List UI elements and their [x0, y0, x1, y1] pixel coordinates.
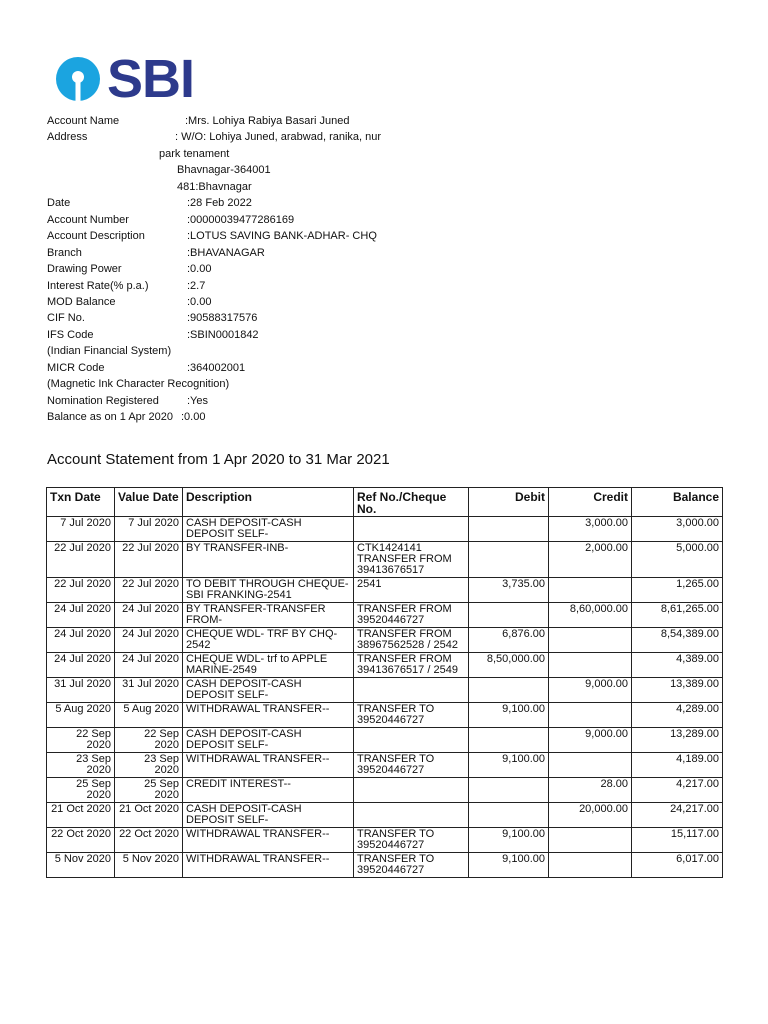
cell-balance: 13,389.00 [632, 678, 723, 703]
cell-debit: 6,876.00 [469, 628, 549, 653]
cell-ref-no: CTK1424141 TRANSFER FROM 39413676517 [354, 542, 469, 578]
cell-debit: 3,735.00 [469, 578, 549, 603]
cell-balance: 15,117.00 [632, 828, 723, 853]
table-row [47, 703, 723, 728]
detail-label: MOD Balance [47, 295, 116, 308]
cell-balance: 4,289.00 [632, 703, 723, 728]
cell-debit [469, 728, 549, 753]
cell-value-date: 24 Jul 2020 [115, 653, 183, 678]
cell-txn-date: 24 Jul 2020 [47, 653, 115, 678]
detail-value: :364002001 [187, 361, 246, 374]
cell-balance: 13,289.00 [632, 728, 723, 753]
col-header-debit: Debit [469, 488, 549, 517]
cell-txn-date: 5 Aug 2020 [47, 703, 115, 728]
cell-description: WITHDRAWAL TRANSFER-- [183, 753, 354, 778]
cell-balance: 3,000.00 [632, 517, 723, 542]
table-row [47, 778, 723, 803]
detail-label: (Magnetic Ink Character Recognition) [47, 378, 230, 391]
cell-debit: 9,100.00 [469, 753, 549, 778]
cell-credit [549, 753, 632, 778]
cell-description: CASH DEPOSIT-CASH DEPOSIT SELF- [183, 517, 354, 542]
cell-value-date: 5 Aug 2020 [115, 703, 183, 728]
cell-txn-date: 24 Jul 2020 [47, 628, 115, 653]
table-row [47, 853, 723, 878]
detail-value: :LOTUS SAVING BANK-ADHAR- CHQ [187, 230, 377, 243]
cell-ref-no: TRANSFER TO 39520446727 [354, 753, 469, 778]
cell-value-date: 24 Jul 2020 [115, 628, 183, 653]
cell-value-date: 7 Jul 2020 [115, 517, 183, 542]
cell-description: CASH DEPOSIT-CASH DEPOSIT SELF- [183, 803, 354, 828]
cell-value-date: 5 Nov 2020 [115, 853, 183, 878]
cell-txn-date: 22 Jul 2020 [47, 542, 115, 578]
cell-ref-no [354, 678, 469, 703]
detail-value: :BHAVANAGAR [187, 246, 265, 259]
table-row [47, 628, 723, 653]
detail-label: MICR Code [47, 361, 105, 374]
cell-debit: 8,50,000.00 [469, 653, 549, 678]
cell-credit: 3,000.00 [549, 517, 632, 542]
cell-ref-no [354, 728, 469, 753]
table-row [47, 578, 723, 603]
table-header-row [47, 488, 723, 517]
cell-balance: 4,189.00 [632, 753, 723, 778]
cell-ref-no: TRANSFER TO 39520446727 [354, 828, 469, 853]
cell-value-date: 22 Jul 2020 [115, 542, 183, 578]
cell-ref-no: TRANSFER FROM 39413676517 / 2549 [354, 653, 469, 678]
cell-credit [549, 828, 632, 853]
statement-title: Account Statement from 1 Apr 2020 to 31 Mar 2021 [47, 451, 390, 468]
detail-value: :28 Feb 2022 [187, 197, 252, 210]
cell-txn-date: 5 Nov 2020 [47, 853, 115, 878]
detail-label: Address [47, 131, 88, 144]
detail-value: :Mrs. Lohiya Rabiya Basari Juned [185, 115, 350, 127]
detail-value: :0.00 [181, 411, 206, 424]
cell-credit: 9,000.00 [549, 728, 632, 753]
cell-ref-no: TRANSFER TO 39520446727 [354, 703, 469, 728]
cell-balance: 6,017.00 [632, 853, 723, 878]
cell-credit: 28.00 [549, 778, 632, 803]
cell-txn-date: 22 Sep 2020 [47, 728, 115, 753]
cell-txn-date: 22 Oct 2020 [47, 828, 115, 853]
cell-ref-no: TRANSFER FROM 38967562528 / 2542 [354, 628, 469, 653]
cell-debit: 9,100.00 [469, 853, 549, 878]
cell-description: CHEQUE WDL- trf to APPLE MARINE-2549 [183, 653, 354, 678]
cell-balance: 4,389.00 [632, 653, 723, 678]
cell-description: BY TRANSFER-TRANSFER FROM- [183, 603, 354, 628]
cell-description: TO DEBIT THROUGH CHEQUE-SBI FRANKING-2541 [183, 578, 354, 603]
detail-label: Account Description [47, 230, 145, 243]
detail-label: (Indian Financial System) [47, 345, 172, 358]
table-row [47, 753, 723, 778]
detail-label: Date [47, 197, 71, 210]
transactions-table [46, 487, 723, 878]
detail-value: : W/O: Lohiya Juned, arabwad, ranika, nur [175, 131, 382, 144]
cell-description: CASH DEPOSIT-CASH DEPOSIT SELF- [183, 728, 354, 753]
cell-value-date: 21 Oct 2020 [115, 803, 183, 828]
detail-value: park tenament [159, 147, 230, 160]
cell-ref-no: TRANSFER TO 39520446727 [354, 853, 469, 878]
detail-value: :0.00 [187, 295, 212, 308]
col-header-balance: Balance [632, 488, 723, 517]
table-row [47, 542, 723, 578]
table-row [47, 728, 723, 753]
cell-balance: 24,217.00 [632, 803, 723, 828]
cell-balance: 1,265.00 [632, 578, 723, 603]
col-header-description: Description [183, 488, 354, 517]
sbi-logo [55, 49, 195, 109]
cell-ref-no [354, 517, 469, 542]
cell-txn-date: 25 Sep 2020 [47, 778, 115, 803]
detail-value: :90588317576 [187, 312, 258, 325]
table-row [47, 803, 723, 828]
cell-value-date: 25 Sep 2020 [115, 778, 183, 803]
cell-balance: 8,54,389.00 [632, 628, 723, 653]
cell-value-date: 31 Jul 2020 [115, 678, 183, 703]
cell-value-date: 24 Jul 2020 [115, 603, 183, 628]
cell-description: CREDIT INTEREST-- [183, 778, 354, 803]
cell-debit [469, 778, 549, 803]
cell-txn-date: 7 Jul 2020 [47, 517, 115, 542]
cell-credit [549, 578, 632, 603]
col-header-ref-no: Ref No./Cheque No. [354, 488, 469, 517]
detail-label: Balance as on 1 Apr 2020 [47, 411, 173, 424]
cell-ref-no [354, 803, 469, 828]
col-header-value-date: Value Date [115, 488, 183, 517]
detail-label: Account Name [47, 115, 120, 127]
cell-txn-date: 22 Jul 2020 [47, 578, 115, 603]
cell-credit: 20,000.00 [549, 803, 632, 828]
cell-credit [549, 853, 632, 878]
table-row [47, 678, 723, 703]
cell-ref-no: TRANSFER FROM 39520446727 [354, 603, 469, 628]
cell-debit [469, 517, 549, 542]
col-header-txn-date: Txn Date [47, 488, 115, 517]
cell-credit: 2,000.00 [549, 542, 632, 578]
cell-debit [469, 542, 549, 578]
cell-ref-no [354, 778, 469, 803]
detail-value: Bhavnagar-364001 [177, 164, 271, 177]
cell-ref-no: 2541 [354, 578, 469, 603]
cell-debit [469, 678, 549, 703]
sbi-keyhole-logo-icon [55, 56, 101, 102]
cell-description: BY TRANSFER-INB- [183, 542, 354, 578]
detail-value: :Yes [187, 394, 209, 407]
cell-description: WITHDRAWAL TRANSFER-- [183, 853, 354, 878]
cell-value-date: 22 Jul 2020 [115, 578, 183, 603]
cell-description: CASH DEPOSIT-CASH DEPOSIT SELF- [183, 678, 354, 703]
cell-value-date: 23 Sep 2020 [115, 753, 183, 778]
cell-credit: 8,60,000.00 [549, 603, 632, 628]
cell-debit: 9,100.00 [469, 703, 549, 728]
cell-description: CHEQUE WDL- TRF BY CHQ-2542 [183, 628, 354, 653]
brand-name: SBI [107, 49, 195, 109]
detail-value: :2.7 [187, 279, 206, 292]
detail-label: CIF No. [47, 312, 85, 325]
detail-label: Interest Rate(% p.a.) [47, 279, 149, 292]
cell-txn-date: 24 Jul 2020 [47, 603, 115, 628]
cell-txn-date: 21 Oct 2020 [47, 803, 115, 828]
cell-value-date: 22 Sep 2020 [115, 728, 183, 753]
detail-label: Branch [47, 246, 82, 259]
detail-label: Account Number [47, 213, 129, 226]
table-row [47, 653, 723, 678]
cell-description: WITHDRAWAL TRANSFER-- [183, 703, 354, 728]
table-row [47, 603, 723, 628]
cell-balance: 8,61,265.00 [632, 603, 723, 628]
cell-balance: 4,217.00 [632, 778, 723, 803]
cell-txn-date: 31 Jul 2020 [47, 678, 115, 703]
cell-debit [469, 803, 549, 828]
table-row [47, 517, 723, 542]
detail-label: IFS Code [47, 328, 94, 341]
detail-value: :SBIN0001842 [187, 328, 259, 341]
cell-balance: 5,000.00 [632, 542, 723, 578]
cell-debit: 9,100.00 [469, 828, 549, 853]
detail-value: 481:Bhavnagar [177, 180, 252, 193]
cell-value-date: 22 Oct 2020 [115, 828, 183, 853]
cell-credit [549, 653, 632, 678]
cell-debit [469, 603, 549, 628]
detail-value: :00000039477286169 [187, 213, 295, 226]
cell-txn-date: 23 Sep 2020 [47, 753, 115, 778]
cell-credit: 9,000.00 [549, 678, 632, 703]
cell-description: WITHDRAWAL TRANSFER-- [183, 828, 354, 853]
cell-credit [549, 628, 632, 653]
detail-label: Nomination Registered [47, 394, 159, 407]
col-header-credit: Credit [549, 488, 632, 517]
table-row [47, 828, 723, 853]
cell-credit [549, 703, 632, 728]
detail-label: Drawing Power [47, 263, 122, 276]
detail-value: :0.00 [187, 263, 212, 276]
